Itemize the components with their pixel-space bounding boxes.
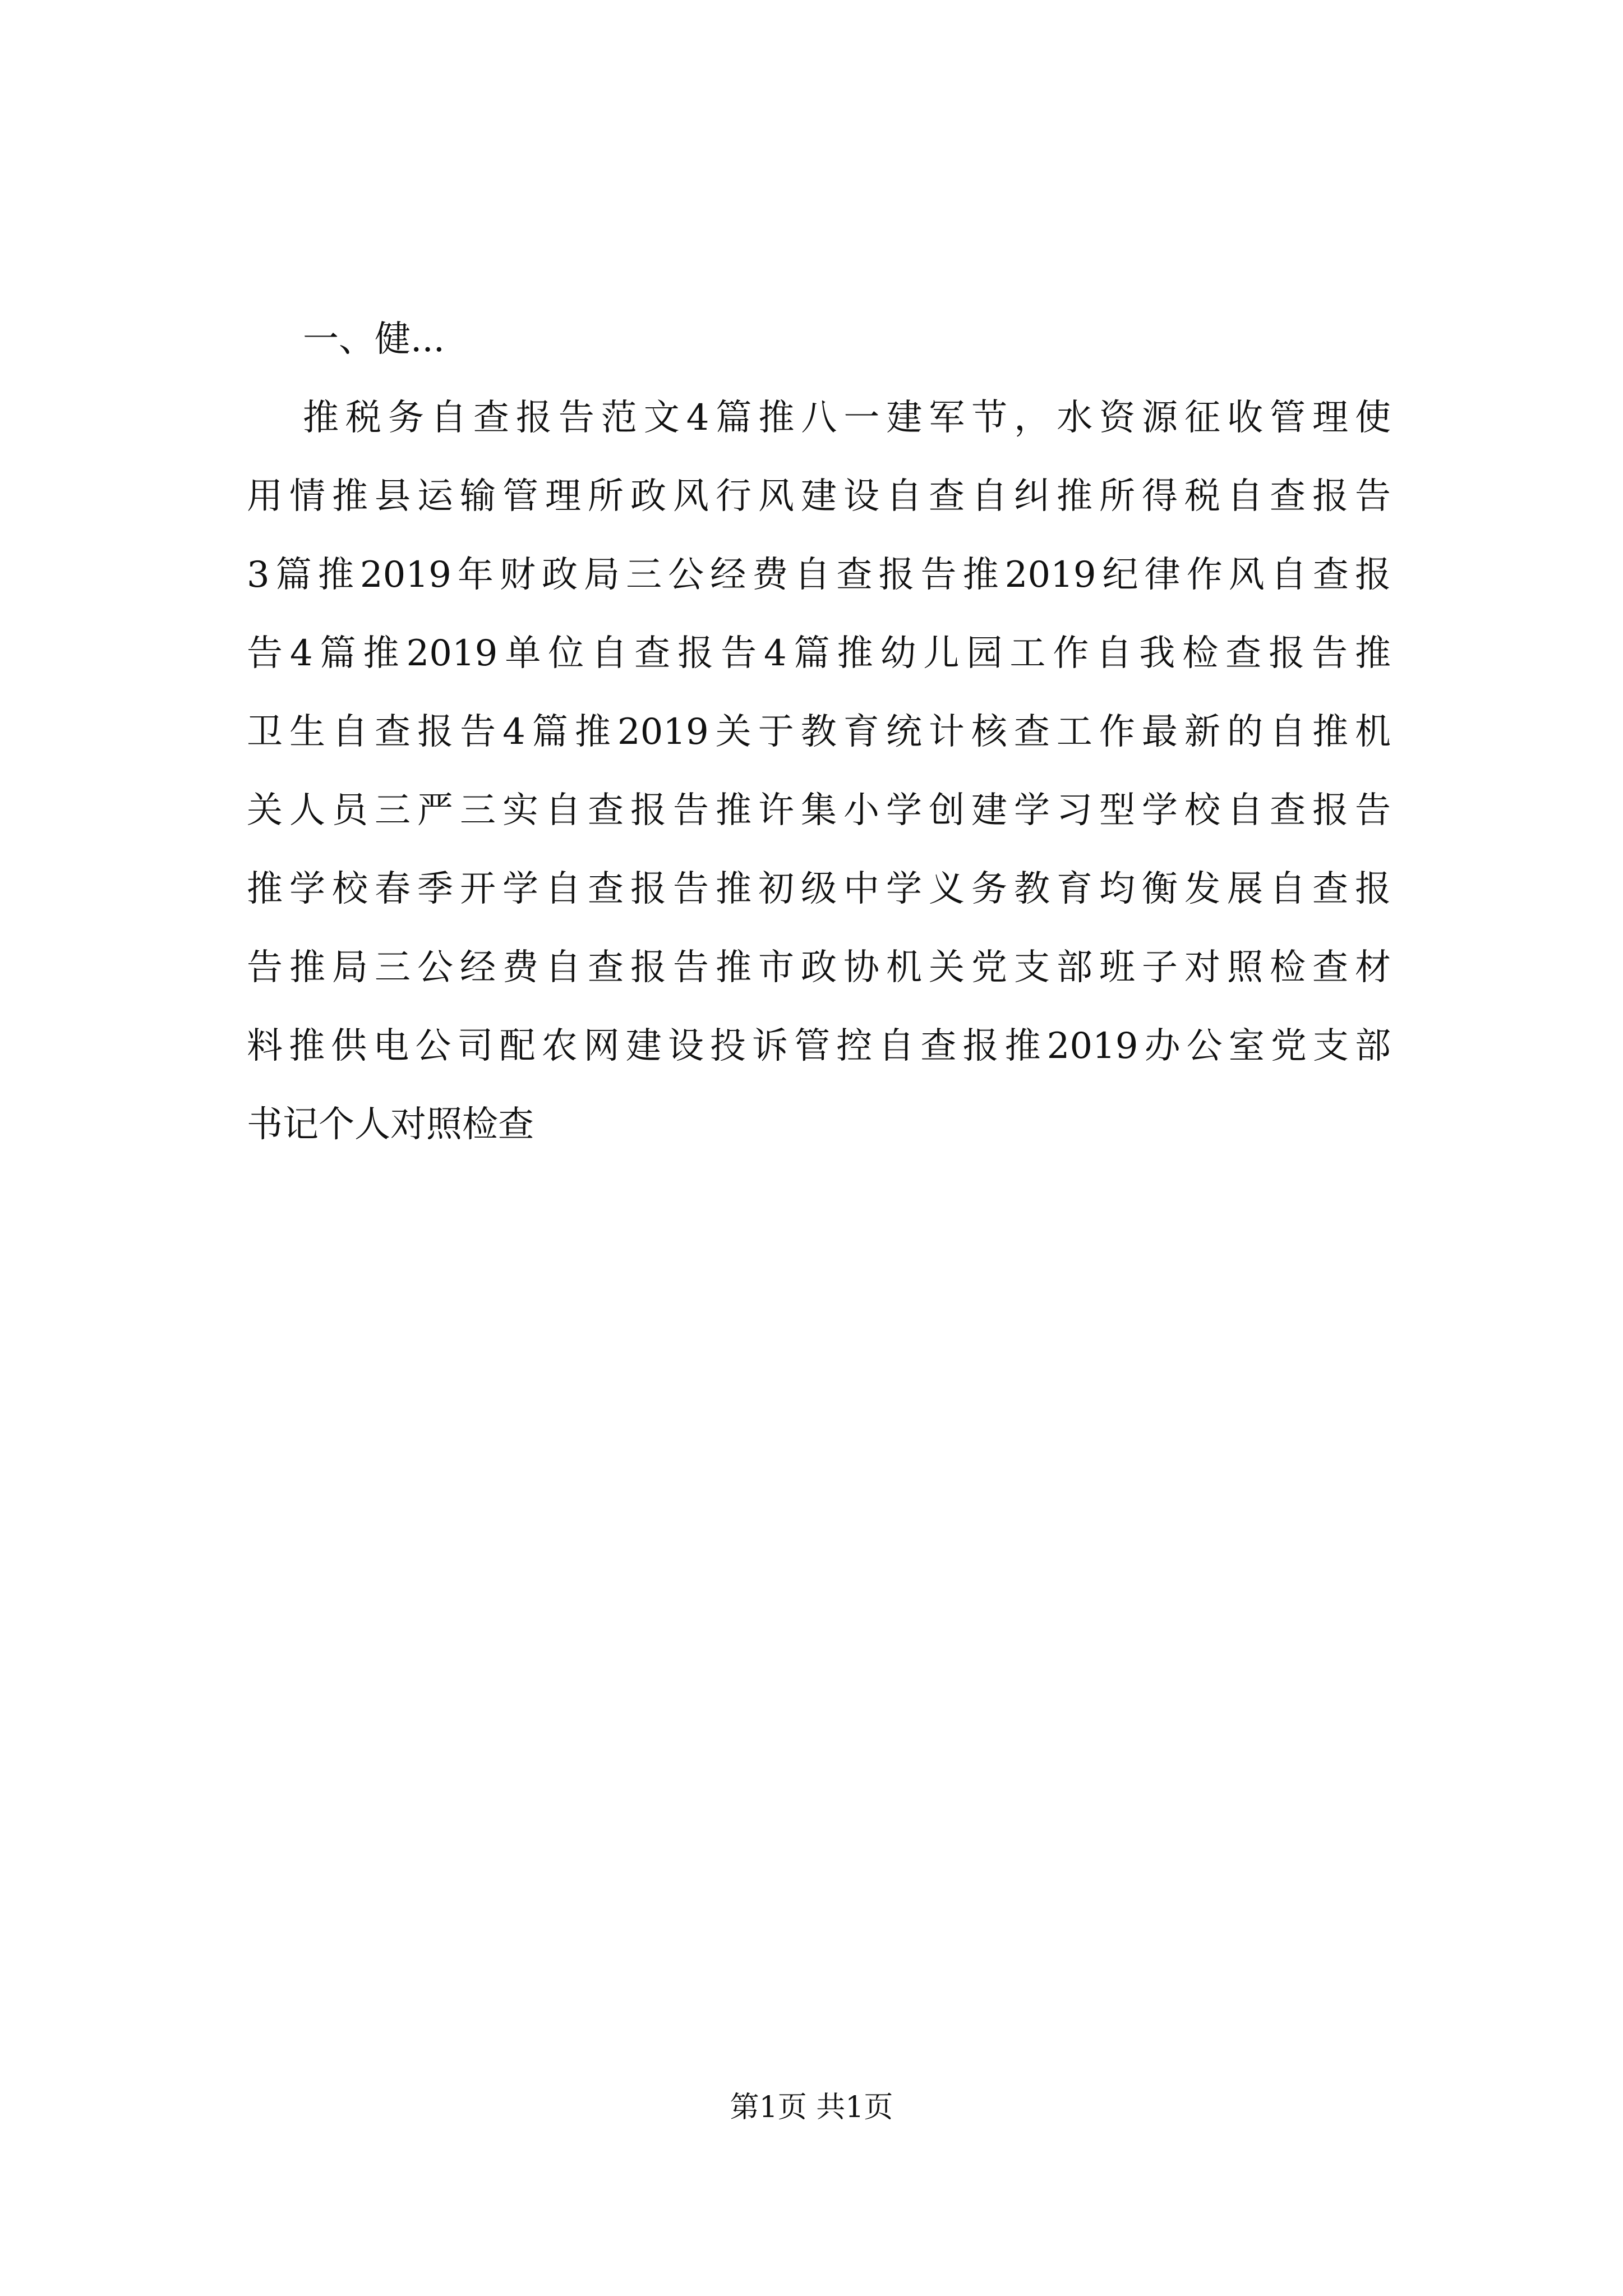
paragraph-line: 推学校春季开学自查报告推初级中学义务教育均衡发展自查报 [247, 868, 1391, 910]
paragraph-line: 推税务自查报告范文4篇推八一建军节，水资源征收管理使 [303, 397, 1391, 439]
paragraph-line: 用情推县运输管理所政风行风建设自查自纠推所得税自查报告 [247, 476, 1391, 517]
paragraph-line: 告4篇推2019单位自查报告4篇推幼儿园工作自我检查报告推 [247, 633, 1391, 674]
paragraph-line: 料推供电公司配农网建设投诉管控自查报推2019办公室党支部 [247, 1025, 1391, 1067]
paragraph-line: 关人员三严三实自查报告推许集小学创建学习型学校自查报告 [247, 790, 1391, 831]
heading-line: 一、健... [303, 319, 445, 360]
page-footer: 第1页 共1页 [730, 2091, 893, 2124]
paragraph-line: 告推局三公经费自查报告推市政协机关党支部班子对照检查材 [247, 947, 1391, 988]
paragraph-line: 书记个人对照检查 [247, 1104, 534, 1145]
paragraph-line: 3篇推2019年财政局三公经费自查报告推2019纪律作风自查报 [247, 554, 1391, 596]
paragraph-line: 卫生自查报告4篇推2019关于教育统计核查工作最新的自推机 [247, 711, 1391, 753]
